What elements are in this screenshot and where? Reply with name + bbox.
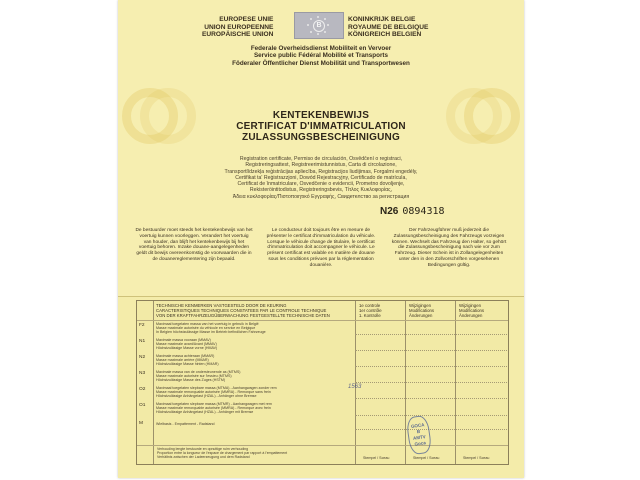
notice-dutch: De bestuurder moet steeds het kentekenbewijs van het voertuig kunnen voorleggen. Verandert het voertuig van houder, dan blijft het kentekenbewijs bij het voertuig behoren. Inzake douane-aangelegenheden geldt dit bewijs overeenkomstig de voorwaarden die in de douanereglementering zijn bepaald. <box>135 228 253 262</box>
document-title: KENTEKENBEWIJS CERTIFICAT D'IMMATRICULATION ZULASSUNGSBESCHEINIGUNG <box>236 110 406 143</box>
proportion-note: Verhouding lengte bestuurde en opnuttige ruim verhouding Proportion entre la longueur de l'espace de chargement par rapport à l'empattement Verhältnis zwischen der Ladeerzeugung und dem Radstand <box>157 447 288 460</box>
technical-data-table <box>136 300 509 465</box>
stamp-label-1: Stempel / Sceau <box>363 456 390 460</box>
row-code: N1 <box>139 339 146 344</box>
inspection-stamp: GOCA B AMTV Goca <box>405 415 432 456</box>
column-first-control: 1e controle 1er contrôle 1. Kontrolle <box>359 303 382 318</box>
registration-certificate <box>118 0 524 478</box>
column-modifications-2: Wijzigingen Modifications Änderungen <box>459 303 485 318</box>
table-row: Maximale massa van de ondersteunende as (MTMS) Masse maximale autorisée sur l'essieu (MTMS) Höchstzulässige Masse des Zuges (HSTM) <box>156 370 241 383</box>
column-modifications-1: Wijzigingen Modifications Änderungen <box>409 303 435 318</box>
table-heading: TECHNISCHE KENMERKEN VASTGESTELD DOOR DE KEURING CARACTERISTIQUES TECHNIQUES CONSTATEES PAR LE CONTROLE TECHNIQUE VON DER KRAFTFAHRZEUGÜBERWACHUNG FESTGESTELLTE TECHNISCHE DATEN <box>156 303 330 318</box>
serial-prefix: N26 <box>380 206 399 217</box>
eu-country-flag <box>294 12 344 39</box>
table-row: Wielbasis - Empattement - Radstand <box>156 422 215 426</box>
row-code: M <box>139 421 143 426</box>
fold-line <box>118 296 524 297</box>
table-row: Maximale massa achteraan (MMAR) Masse maximale arrière (MMAR) Höchstzulässige Masse hinten (HMAR) <box>156 354 219 367</box>
header-belgium: KONINKRIJK BELGIE ROYAUME DE BELGIQUE KÖNIGREICH BELGIEN <box>348 16 429 39</box>
table-row: Maximaal toegelaten slepbare massa (MTMR) - Aanhangwagen met rem Masse maximale remorquable autorisée (MMRA) - Remorque avec frein Höchstzulässige Anhängelast (HZAL) - Anhänger mit Bremse <box>156 402 272 415</box>
serial-number <box>380 206 445 217</box>
country-code-letter: B <box>313 20 325 32</box>
ministry-name: Federale Overheidsdienst Mobiliteit en Vervoer Service public Fédéral Mobilité et Transports Föderaler Öffentlicher Dienst Mobilität und Transportwesen <box>232 45 410 67</box>
table-row: Maximaal toegelaten slepbare massa (MTMA) - Aanhangwagen zonder rem Masse maximale remorquable autorisée (MMRA) - Remorque sans frein Höchstzulässige Anhängelast (HZAL) - Anhänger ohne Bremse <box>156 386 277 399</box>
row-code: N2 <box>139 355 146 360</box>
serial-digits: 0894318 <box>402 206 445 217</box>
row-code: O1 <box>139 403 146 408</box>
stamp-label-3: Stempel / Sceau <box>463 456 490 460</box>
row-code: O2 <box>139 387 146 392</box>
notice-german: Der Fahrzeugführer muß jederzeit die Zulassungsbescheinigung des Fahrzeugs vorzeigen können. Wechselt das Fahrzeug den Halter, so gehört die Zulassungsbescheinigung nach wie vor zum Fahrzeug. Dieser Schein ist in Zollangelegenheiten unter den in den Zollvorschriften vorgesehenen Bedingungen gültig. <box>391 228 507 268</box>
header-eu: EUROPESE UNIE UNION EUROPEENNE EUROPÄISCHE UNION <box>202 16 274 39</box>
row-code: N3 <box>139 371 146 376</box>
table-row: Maximaal toegelaten massa van het voertuig in gebruik in België Masse maximale autorisée du véhicule en service en Belgique In Belgien höchstzulässige Masse im Betrieb befindlichen Fahrzeuge <box>156 322 266 335</box>
title-translations: Registration certificate, Permiso de circulación, Osvědčení o registraci, Registreringsattest, Registreerimistunnistus, Carta di circolazione, Transportlīdzekļa reģistrācijas apliecība, Registracijos liudijimas, Forgalmi engedély, Certifikat ta' Reġistrazzjoni, Dowód Rejestracyjny, Certificado de matrícula, Certificat de înmatriculare, Osvedčenie o evidencii, Prometno dovoljenje, Rekisteröintitodistus, Registreringsbevis, Τίτλος Κυκλοφορίας, Άδεια κυκλοφορίας/Πιστοποιητικό Εγγραφής, Свидетелство за регистрация <box>224 156 418 200</box>
stamp-label-2: Stempel / Sceau <box>413 456 440 460</box>
row-code: F2 <box>139 323 145 328</box>
table-row: Maximale massa vooraan (MMAV) Masse maximale avant/Avant (MMAV) Höchstzulässige Masse vorne (HMAV) <box>156 338 218 351</box>
notice-french: Le conducteur doit toujours être en mesure de présenter le certificat d'immatriculation du véhicule. Lorsque le véhicule change de titulaire, le certificat d'immatriculation doit accompagner le véhicule. Le présent certificat est valable en matière de douane sous les conditions prévues par la réglementation douanière. <box>266 228 376 268</box>
handwritten-mark: 1563 <box>348 384 362 390</box>
